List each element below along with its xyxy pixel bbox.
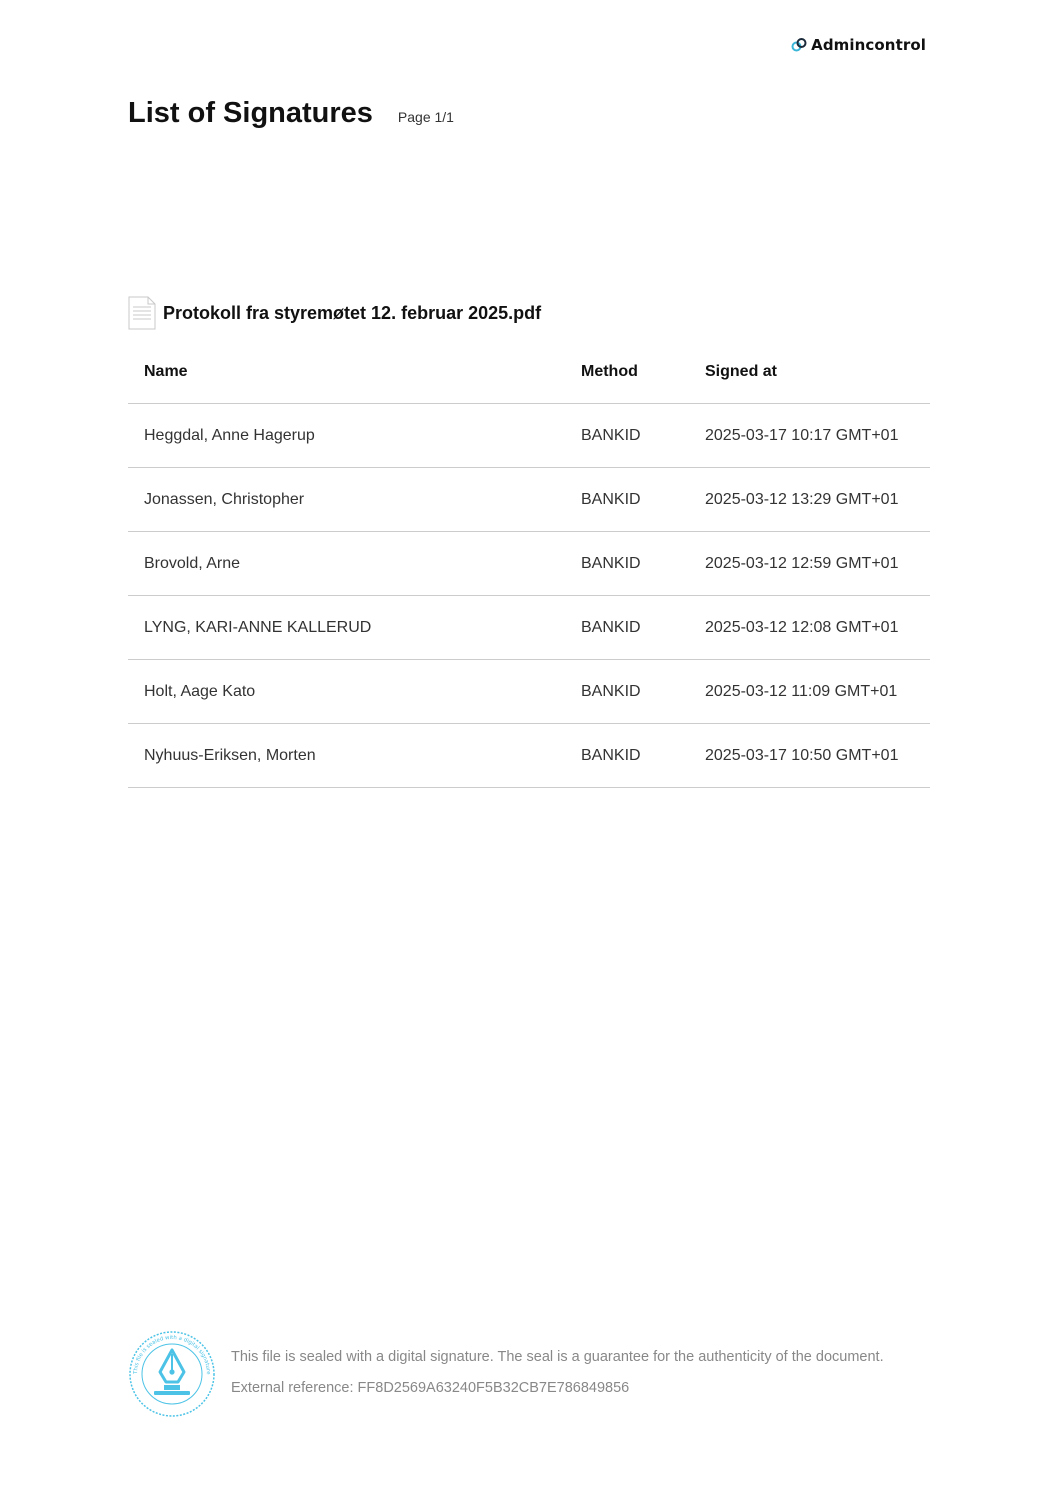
signed-at: 2025-03-17 10:50 GMT+01 (705, 724, 930, 788)
seal-footer (128, 1330, 884, 1418)
signatures-table (128, 340, 930, 788)
column-header-method: Method (581, 340, 705, 404)
title-row (128, 97, 454, 130)
signing-method: BANKID (581, 532, 705, 596)
column-header-name: Name (128, 340, 581, 404)
table-row (128, 532, 930, 596)
page-indicator: Page 1/1 (397, 109, 454, 125)
digital-seal-pen-icon (128, 1330, 216, 1418)
seal-notice: This file is sealed with a digital signature. The seal is a guarantee for the authenticity of the document. (231, 1349, 884, 1365)
file-document-icon (128, 296, 156, 330)
signed-at: 2025-03-12 12:59 GMT+01 (705, 532, 930, 596)
document-file-name: Protokoll fra styremøtet 12. februar 2025.pdf (163, 302, 542, 323)
signer-name: Brovold, Arne (128, 532, 581, 596)
signing-method: BANKID (581, 596, 705, 660)
seal-ring-text: This file is sealed with a digital signature (132, 1334, 212, 1375)
document-header (128, 296, 541, 330)
signer-name: Nyhuus-Eriksen, Morten (128, 724, 581, 788)
table-row (128, 596, 930, 660)
table-row (128, 724, 930, 788)
table-row (128, 468, 930, 532)
signing-method: BANKID (581, 660, 705, 724)
brand-logo (791, 36, 926, 54)
signer-name: Jonassen, Christopher (128, 468, 581, 532)
signing-method: BANKID (581, 724, 705, 788)
signed-at: 2025-03-12 11:09 GMT+01 (705, 660, 930, 724)
signed-at: 2025-03-12 13:29 GMT+01 (705, 468, 930, 532)
table-row (128, 404, 930, 468)
signing-method: BANKID (581, 468, 705, 532)
table-row (128, 660, 930, 724)
admincontrol-logo-icon (791, 37, 807, 53)
signing-method: BANKID (581, 404, 705, 468)
external-reference: External reference: FF8D2569A63240F5B32CB7E786849856 (231, 1380, 630, 1396)
brand-name: Admincontrol (811, 36, 926, 54)
seal-text-block (231, 1342, 884, 1404)
signed-at: 2025-03-17 10:17 GMT+01 (705, 404, 930, 468)
signer-name: Heggdal, Anne Hagerup (128, 404, 581, 468)
signed-at: 2025-03-12 12:08 GMT+01 (705, 596, 930, 660)
page-title: List of Signatures (128, 97, 373, 129)
signer-name: LYNG, KARI-ANNE KALLERUD (128, 596, 581, 660)
table-header-row (128, 340, 930, 404)
column-header-signed-at: Signed at (705, 340, 930, 404)
signer-name: Holt, Aage Kato (128, 660, 581, 724)
